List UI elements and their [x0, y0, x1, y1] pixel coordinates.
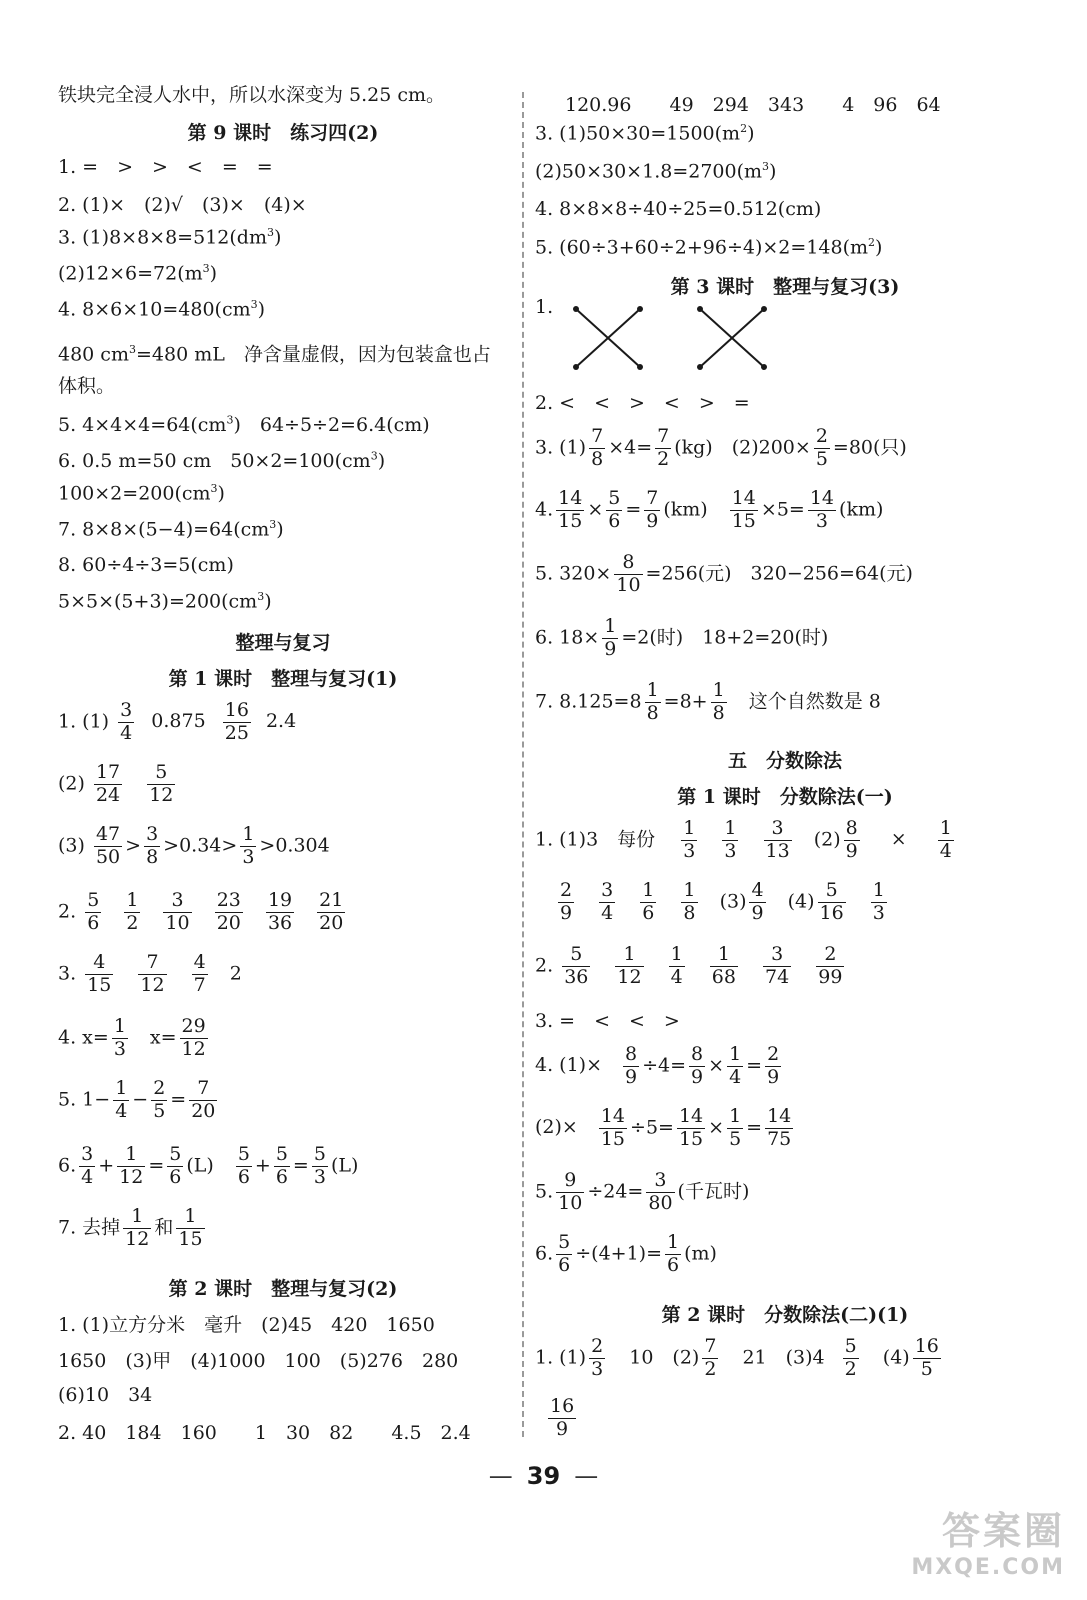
answer-line: 5. $\frac{9}{10}$ ÷24= $\frac{3}{80}$ (千瓦时) — [535, 1169, 750, 1214]
answer-line: 4. $\frac{14}{15}$ × $\frac{5}{6}$ = $\frac{7}{9}$ (km) $\frac{14}{15}$ ×5= $\frac{14}{3}$ (km) — [535, 487, 884, 532]
numerator: 5 — [169, 1143, 182, 1165]
numerator: 7 — [189, 1078, 217, 1101]
fraction — [94, 762, 122, 807]
fraction — [644, 488, 660, 533]
denominator: 4 — [729, 1065, 742, 1088]
numerator: 2 — [815, 425, 828, 447]
numerator: 1 — [113, 1015, 126, 1037]
answer-line: 1. = > > < = = — [58, 156, 273, 178]
fraction — [266, 890, 294, 935]
denominator: 6 — [169, 1165, 182, 1188]
numerator: 14 — [809, 487, 835, 509]
denominator: 25 — [224, 721, 249, 744]
answer-line: 2. (1)× (2)√ (3)× (4)× — [58, 194, 307, 216]
denominator: 6 — [237, 1165, 250, 1188]
answer-line: $\frac{2}{9}$ $\frac{3}{4}$ $\frac{1}{6}$ $\frac{1}{8}$ (3) $\frac{4}{9}$ (4) $\frac{5}{16}$ $\frac{1}{3}$ — [560, 879, 885, 924]
fraction — [727, 1106, 743, 1151]
denominator: 20 — [319, 911, 344, 934]
answer-line: 6. 18× $\frac{1}{9}$ =2(时) 18+2=20(时) — [535, 615, 829, 660]
denominator: 9 — [767, 1065, 780, 1088]
numerator: 5 — [608, 487, 621, 509]
denominator: 2 — [657, 447, 670, 470]
fraction — [112, 1016, 128, 1061]
fraction — [240, 824, 256, 869]
fraction — [702, 1336, 718, 1381]
fraction — [163, 890, 191, 935]
denominator: 20 — [216, 911, 241, 934]
fraction — [765, 1044, 781, 1089]
denominator: 6 — [667, 1253, 680, 1276]
lesson-heading: 第 1 课时 分数除法(一) — [677, 786, 893, 808]
fraction — [312, 1144, 328, 1189]
denominator: 12 — [125, 1227, 150, 1250]
denominator: 5 — [815, 447, 828, 470]
lesson-heading: 第 2 课时 整理与复习(2) — [168, 1278, 398, 1300]
denominator: 4 — [670, 965, 683, 988]
fraction — [681, 818, 697, 863]
fraction — [669, 944, 685, 989]
numerator: 19 — [267, 889, 293, 911]
denominator: 12 — [617, 965, 642, 988]
denominator: 6 — [558, 1253, 571, 1276]
fraction — [123, 1206, 151, 1251]
numerator: 5 — [562, 944, 590, 967]
numerator: 4 — [85, 952, 113, 975]
numerator: 17 — [95, 761, 121, 783]
denominator: 15 — [678, 1127, 704, 1150]
denominator: 6 — [642, 901, 655, 924]
answer-line: 2. < < > < > = — [535, 392, 750, 414]
answer-line: 1. (1)立方分米 毫升 (2)45 420 1650 — [58, 1314, 435, 1336]
denominator: 15 — [87, 973, 112, 996]
denominator: 15 — [731, 509, 756, 532]
fraction — [274, 1144, 290, 1189]
fraction — [117, 1144, 145, 1189]
answer-line: 1. (1) $\frac{2}{3}$ 10 (2) $\frac{7}{2}$ 21 (3)4 $\frac{5}{2}$ (4) $\frac{16}{5}$ — [535, 1335, 939, 1380]
numerator: 16 — [550, 1395, 575, 1417]
answer-line: 7. 去掉 $\frac{1}{12}$ 和 $\frac{1}{15}$ — [58, 1205, 203, 1250]
fraction — [602, 616, 618, 661]
fraction — [138, 952, 166, 997]
fraction — [606, 488, 622, 533]
fraction — [913, 1336, 941, 1381]
denominator: 74 — [765, 965, 790, 988]
fraction — [640, 880, 656, 925]
fraction — [151, 1078, 167, 1123]
answer-line: 1650 (3)甲 (4)1000 100 (5)276 280 — [58, 1350, 459, 1372]
fraction — [147, 762, 175, 807]
numerator: 7 — [704, 1335, 717, 1357]
numerator: 1 — [939, 817, 952, 839]
answer-line: $(2)50\times 30\times 1.8=2700(m^3)$ — [535, 160, 777, 183]
denominator: 6 — [275, 1165, 288, 1188]
numerator: 1 — [117, 1144, 145, 1167]
lesson-heading: 第 9 课时 练习四(2) — [187, 122, 379, 144]
denominator: 9 — [556, 1417, 569, 1440]
answer-line: 4. (1)× $\frac{8}{9}$ ÷4= $\frac{8}{9}$ × $\frac{1}{4}$ = $\frac{2}{9}$ — [535, 1043, 780, 1088]
answer-line: 120.96 49 294 343 4 96 64 — [565, 94, 941, 116]
denominator: 36 — [267, 911, 293, 934]
matching-lines-diagram — [571, 304, 645, 372]
answer-line: 6. 0.5 m=50 cm $50\times 2=100(cm^3)$ — [58, 449, 386, 472]
numerator: 47 — [95, 823, 121, 845]
fraction — [871, 880, 887, 925]
denominator: 16 — [819, 901, 844, 924]
numerator: 5 — [558, 1231, 571, 1253]
page-footer: — 39 — — [488, 1462, 599, 1490]
answer-line: 5. $4\times 4\times 4=64(cm^3)$ 64÷5÷2=6.4(cm) — [58, 413, 430, 436]
fraction — [816, 944, 844, 989]
denominator: 3 — [724, 839, 737, 862]
numerator: 8 — [845, 817, 858, 839]
denominator: 8 — [683, 901, 696, 924]
numerator: 3 — [764, 818, 792, 841]
numerator: 23 — [216, 889, 241, 911]
numerator: 21 — [319, 889, 344, 911]
answer-line: 4. 8×8×8÷40÷25=0.512(cm) — [535, 198, 822, 220]
denominator: 8 — [646, 701, 659, 724]
fraction — [614, 552, 642, 597]
fraction — [556, 488, 584, 533]
fraction — [645, 680, 661, 725]
fraction — [85, 952, 113, 997]
numerator: 1 — [642, 879, 655, 901]
text-line: 铁块完全浸人水中，所以水深变为 5.25 cm。 — [58, 84, 446, 106]
denominator: 4 — [601, 901, 614, 924]
fraction — [118, 700, 134, 745]
fraction — [223, 700, 251, 745]
denominator: 4 — [115, 1099, 128, 1122]
numerator: 1 — [123, 1206, 151, 1229]
denominator: 9 — [751, 901, 764, 924]
fraction — [556, 1232, 572, 1277]
fraction — [167, 1144, 183, 1189]
fraction — [558, 880, 574, 925]
fraction — [548, 1396, 576, 1441]
answer-line: 2. $\frac{5}{6}$ $\frac{1}{2}$ $\frac{3}{10}$ $\frac{23}{20}$ $\frac{19}{36}$ $\frac{21}{20}$ — [58, 889, 344, 934]
answer-line: (2) $\frac{17}{24}$ $\frac{5}{12}$ — [58, 761, 174, 806]
denominator: 36 — [564, 965, 589, 988]
numerator: 8 — [625, 1043, 638, 1065]
fraction — [814, 426, 830, 471]
fraction — [113, 1078, 129, 1123]
numerator: 1 — [683, 817, 696, 839]
fraction — [655, 426, 671, 471]
denominator: 15 — [600, 1127, 626, 1150]
numerator: 16 — [914, 1335, 939, 1357]
denominator: 8 — [146, 845, 159, 868]
denominator: 5 — [729, 1127, 742, 1150]
answer-line: 4. $8\times 6\times 10=480(cm^3)$ — [58, 298, 266, 321]
denominator: 15 — [178, 1227, 203, 1250]
fraction — [765, 1106, 793, 1151]
numerator: 7 — [646, 487, 659, 509]
numerator: 7 — [138, 952, 166, 975]
numerator: 7 — [591, 425, 604, 447]
fraction — [730, 488, 758, 533]
numerator: 14 — [558, 487, 583, 509]
denominator: 10 — [165, 911, 190, 934]
numerator: 1 — [683, 879, 696, 901]
numerator: 5 — [147, 762, 175, 785]
fraction — [710, 944, 738, 989]
numerator: 5 — [818, 880, 846, 903]
fraction — [677, 1106, 705, 1151]
denominator: 13 — [765, 839, 790, 862]
numerator: 2 — [816, 944, 844, 967]
denominator: 12 — [181, 1037, 206, 1060]
denominator: 3 — [815, 509, 828, 532]
fraction — [176, 1206, 204, 1251]
answer-line — [545, 1396, 579, 1441]
answer-line: 3. = < < > — [535, 1010, 680, 1032]
fraction — [562, 944, 590, 989]
answer-line: 3. $\frac{4}{15}$ $\frac{7}{12}$ $\frac{4}{7}$ 2 — [58, 951, 242, 996]
fraction — [85, 890, 101, 935]
watermark-logo: 答案圈 MXQE.COM — [911, 1509, 1065, 1580]
numerator: 5 — [87, 889, 100, 911]
page-number: 39 — [526, 1462, 561, 1490]
denominator: 15 — [558, 509, 583, 532]
fraction — [589, 1336, 605, 1381]
denominator: 5 — [153, 1099, 166, 1122]
numerator: 3 — [81, 1143, 94, 1165]
numerator: 29 — [181, 1015, 206, 1037]
denominator: 9 — [604, 637, 617, 660]
denominator: 5 — [920, 1357, 933, 1380]
numerator: 2 — [591, 1335, 604, 1357]
numerator: 9 — [556, 1170, 584, 1193]
denominator: 3 — [113, 1037, 126, 1060]
numerator: 1 — [615, 944, 643, 967]
numerator: 14 — [731, 487, 756, 509]
fraction — [599, 880, 615, 925]
fraction — [556, 1170, 584, 1215]
denominator: 12 — [149, 783, 174, 806]
fraction — [818, 880, 846, 925]
denominator: 9 — [625, 1065, 638, 1088]
denominator: 3 — [242, 845, 255, 868]
answer-line: 5. 320× $\frac{8}{10}$ =256(元) 320−256=64(元) — [535, 551, 913, 596]
fraction — [727, 1044, 743, 1089]
fraction — [623, 1044, 639, 1089]
denominator: 75 — [767, 1127, 792, 1150]
fraction — [144, 824, 160, 869]
numerator: 3 — [120, 699, 133, 721]
answer-line: 2. $\frac{5}{36}$ $\frac{1}{12}$ $\frac{1}{4}$ $\frac{1}{68}$ $\frac{3}{74}$ $\frac{2}{99}$ — [535, 943, 843, 988]
answer-line: 3. $(1)8\times 8\times 8=512(dm^3)$ — [58, 226, 282, 249]
fraction — [646, 1170, 674, 1215]
fraction — [938, 818, 954, 863]
lesson-heading: 第 2 课时 分数除法(二)(1) — [661, 1304, 909, 1326]
numerator: 1 — [872, 879, 885, 901]
numerator: 1 — [646, 679, 659, 701]
numerator: 14 — [600, 1105, 626, 1127]
denominator: 68 — [711, 965, 736, 988]
numerator: 4 — [751, 879, 764, 901]
answer-line: 3. $(1)50\times 30=1500(m^2)$ — [535, 122, 755, 145]
fraction — [180, 1016, 208, 1061]
denominator: 2 — [844, 1357, 857, 1380]
denominator: 3 — [313, 1165, 326, 1188]
answer-line: $100\times 2=200(cm^3)$ — [58, 482, 225, 505]
denominator: 9 — [560, 901, 573, 924]
numerator: 1 — [604, 615, 617, 637]
numerator: 8 — [614, 552, 642, 575]
fraction — [317, 890, 345, 935]
numerator: 2 — [153, 1077, 166, 1099]
denominator: 8 — [591, 447, 604, 470]
fraction — [711, 680, 727, 725]
fraction — [215, 890, 243, 935]
fraction — [94, 824, 122, 869]
fraction — [843, 1336, 859, 1381]
fraction — [689, 1044, 705, 1089]
fraction — [192, 952, 208, 997]
numerator: 14 — [767, 1105, 792, 1127]
denominator: 24 — [95, 783, 121, 806]
numerator: 5 — [237, 1143, 250, 1165]
fraction — [681, 880, 697, 925]
fraction — [589, 426, 605, 471]
answer-line: 8. 60÷4÷3=5(cm) — [58, 554, 234, 576]
answer-line: 480 $cm^3=480$ mL 净含量虚假，因为包装盒也占体积。 — [58, 343, 491, 398]
fraction — [764, 818, 792, 863]
numerator: 1 — [242, 823, 255, 845]
numerator: 3 — [646, 1170, 674, 1193]
denominator: 2 — [704, 1357, 717, 1380]
numerator: 3 — [763, 944, 791, 967]
answer-line: (2)× $\frac{14}{15}$ ÷5= $\frac{14}{15}$ × $\frac{1}{5}$ = $\frac{14}{75}$ — [535, 1105, 792, 1150]
denominator: 9 — [646, 509, 659, 532]
numerator: 1 — [729, 1043, 742, 1065]
numerator: 1 — [710, 944, 738, 967]
numerator: 5 — [313, 1143, 326, 1165]
answer-line: 6. $\frac{3}{4}$ + $\frac{1}{12}$ = $\frac{5}{6}$ (L) $\frac{5}{6}$ + $\frac{5}{6}$ = $\frac{5}{3}$ (L) — [58, 1143, 359, 1188]
numerator: 1 — [670, 943, 683, 965]
fraction — [665, 1232, 681, 1277]
denominator: 6 — [87, 911, 100, 934]
answer-line: (3) $\frac{47}{50}$ > $\frac{3}{8}$ >0.34> $\frac{1}{3}$ >0.304 — [58, 823, 330, 868]
section-heading: 整理与复习 — [235, 632, 331, 654]
denominator: 80 — [648, 1191, 673, 1214]
fraction — [749, 880, 765, 925]
fraction — [844, 818, 860, 863]
numerator: 4 — [193, 951, 206, 973]
denominator: 50 — [95, 845, 121, 868]
numerator: 14 — [678, 1105, 704, 1127]
answer-line: $(2)12\times 6=72(m^3)$ — [58, 262, 218, 285]
denominator: 8 — [712, 701, 725, 724]
fraction — [722, 818, 738, 863]
denominator: 3 — [872, 901, 885, 924]
numerator: 5 — [844, 1335, 857, 1357]
column-divider — [522, 92, 524, 1437]
numerator: 1 — [667, 1231, 680, 1253]
answer-line: 1. (1) $\frac{3}{4}$ 0.875 $\frac{16}{25}$ 2.4 — [58, 699, 297, 744]
lesson-heading: 第 1 课时 整理与复习(1) — [168, 668, 398, 690]
answer-line: 7. 8.125=8 $\frac{1}{8}$ =8+ $\frac{1}{8}$ 这个自然数是 8 — [535, 679, 881, 724]
denominator: 12 — [119, 1165, 144, 1188]
denominator: 99 — [818, 965, 843, 988]
section-heading: 五 分数除法 — [727, 750, 842, 772]
numerator: 7 — [657, 425, 670, 447]
fraction — [236, 1144, 252, 1189]
fraction — [808, 488, 836, 533]
numerator: 1 — [724, 817, 737, 839]
answer-line: 1. (1)3 每份 $\frac{1}{3}$ $\frac{1}{3}$ $\frac{3}{13}$ (2) $\frac{8}{9}$ × $\frac{1}{4}$ — [535, 817, 952, 862]
numerator: 16 — [224, 699, 249, 721]
denominator: 9 — [845, 839, 858, 862]
answer-line: (6)10 34 — [58, 1384, 153, 1406]
answer-line: 4. x= $\frac{1}{3}$ x= $\frac{29}{12}$ — [58, 1015, 206, 1060]
answer-line: 2. 40 184 160 1 30 82 4.5 2.4 — [58, 1422, 471, 1444]
denominator: 10 — [616, 573, 641, 596]
answer-line: 6. $\frac{5}{6}$ ÷(4+1)= $\frac{1}{6}$ (m) — [535, 1231, 717, 1276]
answer-line: 5. 1− $\frac{1}{4}$ − $\frac{2}{5}$ = $\frac{7}{20}$ — [58, 1077, 216, 1122]
numerator: 3 — [163, 890, 191, 913]
denominator: 12 — [140, 973, 165, 996]
numerator: 1 — [126, 889, 139, 911]
numerator: 1 — [712, 679, 725, 701]
denominator: 4 — [120, 721, 133, 744]
answer-line: 7. $8\times 8\times(5-4)=64(cm^3)$ — [58, 518, 284, 541]
numerator: 1 — [729, 1105, 742, 1127]
denominator: 9 — [691, 1065, 704, 1088]
numerator: 3 — [601, 879, 614, 901]
answer-line: 1. — [535, 304, 769, 372]
numerator: 1 — [115, 1077, 128, 1099]
denominator: 2 — [126, 911, 139, 934]
denominator: 7 — [193, 973, 206, 996]
denominator: 4 — [81, 1165, 94, 1188]
fraction — [763, 944, 791, 989]
fraction — [79, 1144, 95, 1189]
denominator: 6 — [608, 509, 621, 532]
answer-line: $5\times 5\times(5+3)=200(cm^3)$ — [58, 590, 272, 613]
denominator: 10 — [558, 1191, 583, 1214]
numerator: 2 — [767, 1043, 780, 1065]
matching-lines-diagram — [695, 304, 769, 372]
denominator: 4 — [939, 839, 952, 862]
fraction — [189, 1078, 217, 1123]
fraction — [615, 944, 643, 989]
numerator: 5 — [275, 1143, 288, 1165]
denominator: 20 — [191, 1099, 216, 1122]
answer-line: 5. $(60\div 3+60\div 2+96\div 4)\times 2=148(m^2)$ — [535, 236, 883, 259]
denominator: 3 — [683, 839, 696, 862]
fraction — [124, 890, 140, 935]
numerator: 3 — [146, 823, 159, 845]
numerator: 8 — [691, 1043, 704, 1065]
numerator: 2 — [560, 879, 573, 901]
numerator: 1 — [176, 1206, 204, 1229]
answer-line: 3. (1) $\frac{7}{8}$ ×4= $\frac{7}{2}$ (kg) (2)200× $\frac{2}{5}$ =80(只) — [535, 425, 907, 470]
denominator: 3 — [591, 1357, 604, 1380]
lesson-heading: 第 3 课时 整理与复习(3) — [670, 276, 900, 298]
fraction — [599, 1106, 627, 1151]
